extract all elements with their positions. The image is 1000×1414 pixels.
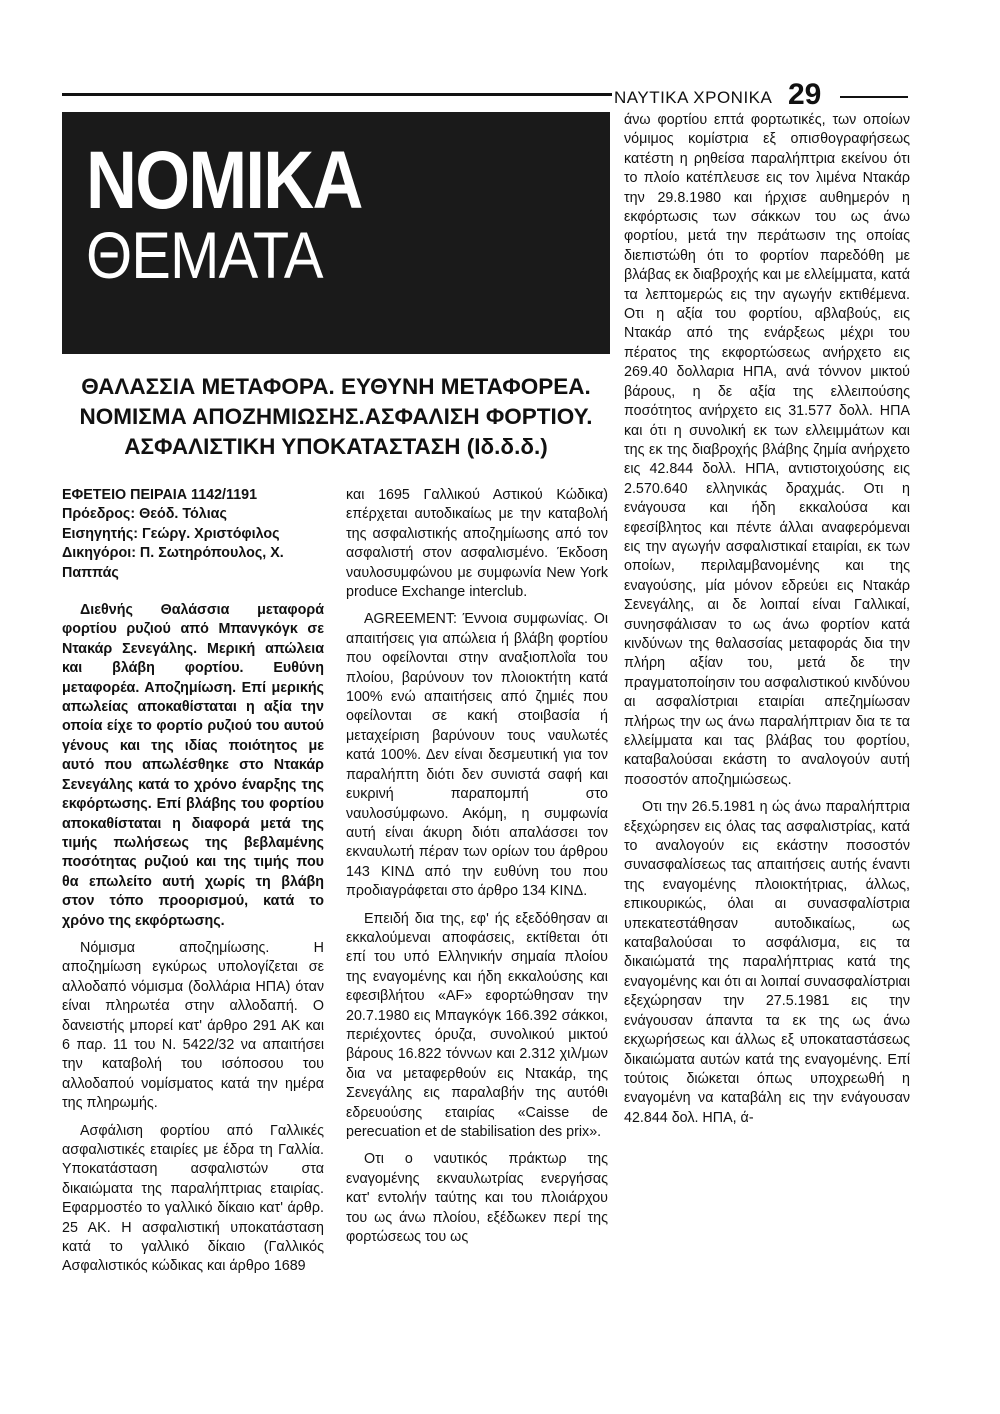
paragraph: και 1695 Γαλλικού Αστικού Κώδικα) επέρχεται αυτοδικαίως με την καταβολή της ασφαλιστικής αποζημίωσης από τον ασφαλιστή στον ασφαλισμένο. Έκδοση ναυλοσυμφώνου με συμφωνία New York produce Exchange interclub. [346,487,608,601]
paragraph: Νόμισμα αποζημίωσης. Η αποζημίωση εγκύρως υπολογίζεται σε αλλοδαπό νόμισμα (δολλάρια ΗΠΑ) όταν είναι πληρωτέα στην αλλοδαπή. Ο δανειστής μπορεί κατ' άρθρο 291 ΑΚ και 6 παρ. 11 του Ν. 5422/32 να απαιτήσει την καταβολή του ισόποσου του αλλοδαπού νομίσματος κατά την ημέρα της πληρωμής. [62,939,324,1112]
court-president: Πρόεδρος: Θεόδ. Τόλιας [62,506,227,523]
paragraph: Οτι ο ναυτικός πράκτωρ της εναγομένης εκναυλωτρίας ενεργήσας κατ' εντολήν ταύτης και του πλοιάρχου του ως άνω πλοίου, εξέδωκεν περί της φορτώσεως του ως [346,1151,608,1246]
paragraph: Επειδή δια της, εφ' ής εξεδόθησαν αι εκκαλούμεναι αποφάσεις, εκτίθεται ότι επί του υπό Ελληνικήν σημαία πλοίου της εναγομένης και ήδη εκκαλούσης και εφεσιβλήτου «AF» εφορτώθησαν την 20.7.1980 εις Μπαγκόγκ 166.392 σάκκοι, περιέχοντες όρυζα, συνολικού μικτού βάρους 16.822 τόννων και 2.312 χιλ/μων δια να μεταφερθούν εις Ντακάρ, της Σενεγάλης εις παραλαβήν της αυτόθι εδρευούσης εταιρίας «Caisse de perecuation et de stabilisation des prix». [346,910,608,1140]
banner-subtitle: ΘΕΜΑΤΑ [86,218,323,292]
paragraph: Οτι την 26.5.1981 η ώς άνω παραλήπτρια εξεχώρησεν εις όλας τας ασφαλιστρίας, κατά το αναλογούν εις εκάστην ποσοστόν συνασφαλίσεως τας απαιτήσεις αυτής έναντι της εναγομένης πλοιοκτήτριας, άλλως, επικουρικώς, όλαι αι συνασφαλίστρια υπεκατεστάθησαν αυτοδικαίως, ως καταβαλούσαι το ασφάλισμα, εις τα δικαιώματά της παραλήπτριας κατά της εναγομένης και ότι αι λοιπαί συνασφαλίστριαι εξεχώρησαν την 27.5.1981 εις την ενάγουσαν άπαντα τα εκ της ως άνω εκχωρήσεως και άλλως εξ υποκαταστάσεως δικαιώματα αυτών κατά της εναγομένης. Επί τούτοις διώκεται όπως υποχρεωθή η εναγομένη να καταβάλη εις την ενάγουσαν 42.844 δολ. ΗΠΑ, ά- [624,799,910,1126]
headline-line: ΘΑΛΑΣΣΙΑ ΜΕΤΑΦΟΡΑ. ΕΥΘΥΝΗ ΜΕΤΑΦΟΡΕΑ. [81,374,591,399]
journal-title: ΝΑΥΤΙΚΑ ΧΡΟΝΙΚΑ [614,88,773,107]
headline-line: ΝΟΜΙΣΜΑ ΑΠΟΖΗΜΙΩΣΗΣ.ΑΣΦΑΛΙΣΗ ΦΟΡΤΙΟΥ. [79,404,593,429]
header-rule-right [840,96,908,98]
paragraph: AGREEMENT: Έννοια συμφωνίας. Οι απαιτήσεις για απώλεια ή βλάβη φορτίου που οφείλονται στην αναξιοπλοΐα του πλοίου, βαρύνουν τον πλοιοκτήτη κατά 100% ενώ απαιτήσεις από ζημιές που οφείλονται σε κακή στοιβασία ή μεταχείριση βαρύνουν τους ναυλωτές κατά 100%. Δεν είναι δεσμευτική για τον παραλήπτη διότι δεν συνιστά σαφή και ευκρινή παραπομπή στο ναυλοσύμφωνο. Ακόμη, η συμφωνία αυτή είναι άκυρη διότι απαλάσσει τον εκναυλωτή πέραν των ορίων του άρθρου 143 ΚΙΝΔ από την ευθύνη του που προδιαγράφεται στο άρθρο 134 ΚΙΝΔ. [346,611,608,900]
paragraph: άνω φορτίου επτά φορτωτικές, των οποίων νόμιμος κομίστρια εξ οπισθογραφήσεως κατέστη η ρηθείσα παραλήπτρια εκείνου ότι το πλοίο κατέπλευσε εις τον λιμένα Ντακάρ την 29.8.1980 και ήρχισε αυθημερόν η εκφόρτωσις των σάκκων του ως άνω φορτίου, μετά την περάτωσιν της οποίας διεπιστώθη ότι το φορτίον παρεδόθη με βλάβας εκ διαβροχής και με ελλείμματα, κατά τα λεπτομερώς εις την αγωγήν εκτιθέμενα. Οτι η αξία του φορτίου, αβλαβούς, εις Ντακάρ από της ενάρξεως μέχρι του πέρατος της εκφορτώσεως ανήρχετο εις 269.40 δολλαρια ΗΠΑ, ανά τόννον μικτού βάρους, η δε αξία της ελλειπούσης ποσότητος ανήρχετο εις 31.577 δολλ. ΗΠΑ και ότι η συνολική εκ των ελλειμμάτων και της εκ της διαβροχής βλάβης ζημία ανήρχετο εις 42.844 δολλ. ΗΠΑ, αντιστοιχούσης εις 2.570.640 ελληνικάς δραχμάς. Οτι η ενάγουσα και ήδη εκκαλούσα και εφεσίβλητος και πέντε άλλαι αναφερόμεναι εις την αγωγήν ασφαλιστικαί εταιρίαι, εκ των οποίων, περιλαμβανομένης και της εναγούσης, μία μόνον εδρεύει εις Ντακάρ Σενεγάλης, αι δε λοιπαί είναι Γαλλικαί, συνησφάλισαν το ως άνω φορτίον κατά κινδύνων της θαλασσίας μεταφοράς δια την πλήρη αξίαν του, μετά δε την πραγματοποίησιν του ασφαλιστικού κινδύνου αι ασφαλίστριαι εταιρίαι απεζημίωσαν πλήρως την ως άνω παραλήπτριαν δια τε τα ελλείμματα και τας βλάβας του φορτίου, καταβαλούσαι εκάστη το αναλογούν αυτή ποσοστόν αποζημιώσεως. [624,112,910,788]
header-rule [62,93,612,96]
column-1 [62,486,324,1285]
headline-line: ΑΣΦΑΛΙΣΤΙΚΗ ΥΠΟΚΑΤΑΣΤΑΣΗ (Ιδ.δ.δ.) [124,434,548,459]
court-decision: ΕΦΕΤΕΙΟ ΠΕΙΡΑΙΑ 1142/1191 [62,487,258,503]
column-3 [624,111,910,1136]
banner-title: ΝΟΜΙΚΑ [86,135,362,226]
court-info [62,486,324,583]
court-rapporteur: Εισηγητής: Γεώργ. Χριστόφιλος [62,525,280,542]
case-summary: Διεθνής Θαλάσσια μεταφορά φορτίου ρυζιού από Μπανγκόγκ σε Ντακάρ Σενεγάλης. Μερική απώλεια και βλάβη φορτίου. Ευθύνη μεταφορέα. Αποζημίωση. Επί μερικής απωλείας αποκαθίσταται η αξία την οποία είχε το φορτίο ρυζιού του αυτού γένους και της ιδίας ποιότητος με αυτό που απωλέσθηκε στο Ντακάρ Σενεγάλης κατά το χρόνο έναρξης της εκφόρτωσης. Επί βλάβης του φορτίου αποκαθίσταται η διαφορά μετά της τιμής πωλήσεως της βεβλαμένης ποσότητας ρυζιού και της τιμής που θα επωλείτο αυτή χωρίς τη βλάβη στον τόπο προορισμού, κατά το χρόνο της εκφόρτωσης. [62,602,324,929]
paragraph: Ασφάλιση φορτίου από Γαλλικές ασφαλιστικές εταιρίες με έδρα τη Γαλλία. Υποκατάσταση ασφαλιστών στα δικαιώματα της παραλήπτριας εταιρίας. Εφαρμοστέο το γαλλικό δίκαιο κατ' άρθρ. 25 ΑΚ. Η ασφαλιστική υποκατάσταση κατά το γαλλικό δίκαιο (Γαλλικός Ασφαλιστικός κώδικας και άρθρο 1689 [62,1122,324,1275]
column-2 [346,486,608,1255]
court-lawyers: Δικηγόροι: Π. Σωτηρόπουλος, Χ. Παππάς [62,545,284,581]
page-number: 29 [788,78,822,111]
article-headline [62,372,610,462]
